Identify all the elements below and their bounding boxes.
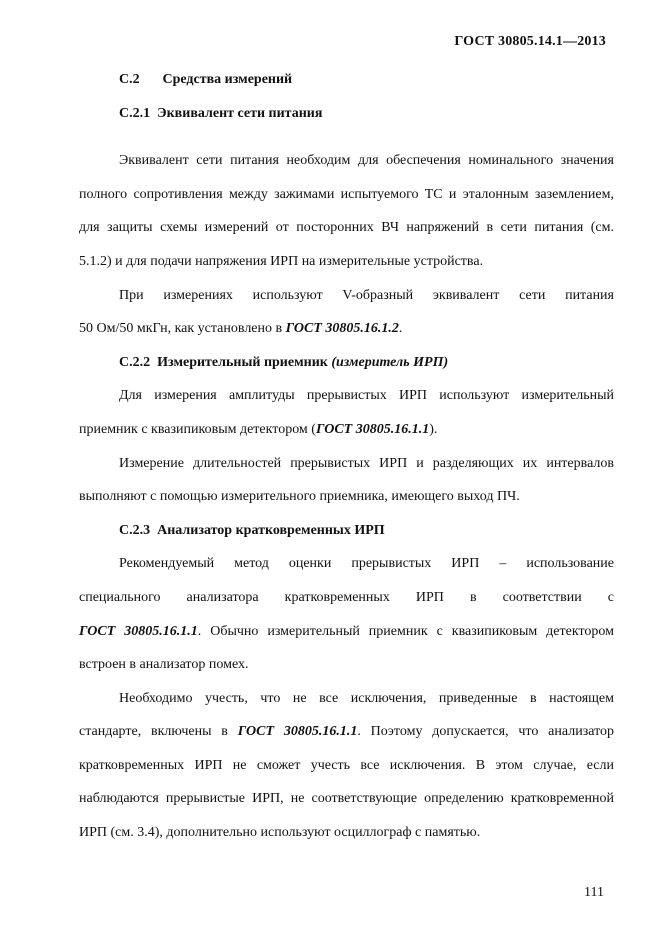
text-line: кратковременных ИРП не сможет учесть все исключения. В этом случае, если (79, 757, 614, 773)
text-line: полного сопротивления между зажимами испытуемого ТС и эталонным заземлением, (79, 186, 614, 202)
text-line: специального анализатора кратковременных ИРП в соответствии с (79, 589, 614, 605)
text-line: выполняют с помощью измерительного приемника, имеющего выход ПЧ. (79, 489, 520, 505)
text-line: При измерениях используют V-образный эквивалент сети питания (119, 287, 614, 303)
text-line: ИРП (см. 3.4), дополнительно используют осциллограф с памятью. (79, 825, 481, 841)
document-header: ГОСТ 30805.14.1—2013 (454, 34, 606, 49)
section-subtitle: (измеритель ИРП) (331, 354, 449, 370)
paragraph-duration-measurement (79, 447, 614, 514)
text-line: стандарте, включены в ГОСТ 30805.16.1.1. Поэтому допускается, что анализатор (79, 724, 615, 740)
text-line: приемник с квазипиковым детектором (ГОСТ 30805.16.1.1). (79, 421, 438, 437)
standard-reference: ГОСТ 30805.16.1.1 (315, 421, 430, 437)
text-line: 5.1.2) и для подачи напряжения ИРП на измерительные устройства. (79, 253, 484, 269)
paragraph-receiver-amplitude (79, 379, 614, 446)
paragraph-analyzer-method (79, 547, 614, 681)
text-line: для защиты схемы измерений от посторонних ВЧ напряжений в сети питания (см. (79, 220, 614, 236)
text-line: ГОСТ 30805.16.1.1. Обычно измерительный приемник с квазипиковым детектором (79, 623, 614, 639)
standard-reference: ГОСТ 30805.16.1.1 (237, 724, 358, 740)
section-number: С.2.1 (119, 105, 151, 121)
text-line: Рекомендуемый метод оценки прерывистых ИРП – использование (119, 556, 614, 572)
standard-reference: ГОСТ 30805.16.1.1 (79, 623, 198, 639)
section-title: Измерительный приемник (157, 354, 328, 370)
paragraph-v-network (79, 279, 614, 346)
section-title: Анализатор кратковременных ИРП (157, 522, 385, 538)
paragraph-power-network-equivalent (79, 144, 614, 278)
section-number: С.2 (119, 72, 140, 87)
paragraph-exceptions (79, 682, 614, 850)
text-line: наблюдаются прерывистые ИРП, не соответствующие определению кратковременной (79, 791, 614, 807)
standard-reference: ГОСТ 30805.16.1.2 (285, 321, 399, 337)
section-number: С.2.2 (119, 354, 151, 370)
section-heading-c2 (79, 63, 614, 97)
text-line: Необходимо учесть, что не все исключения, приведенные в настоящем (119, 690, 614, 706)
page-number: 111 (584, 885, 604, 900)
section-heading-c21 (79, 97, 614, 131)
section-number: С.2.3 (119, 522, 151, 538)
text-line: Для измерения амплитуды прерывистых ИРП используют измерительный (119, 388, 614, 404)
section-title: Эквивалент сети питания (157, 105, 323, 121)
text-line: 50 Ом/50 мкГн, как установлено в ГОСТ 30805.16.1.2. (79, 321, 403, 337)
section-title: Средства измерений (162, 72, 293, 87)
text-line: Эквивалент сети питания необходим для обеспечения номинального значения (119, 153, 614, 169)
text-line: Измерение длительностей прерывистых ИРП и разделяющих их интервалов (119, 455, 614, 471)
text-line: встроен в анализатор помех. (79, 657, 249, 673)
page-content (79, 63, 614, 850)
section-heading-c22 (79, 346, 614, 380)
section-heading-c23 (79, 514, 614, 548)
